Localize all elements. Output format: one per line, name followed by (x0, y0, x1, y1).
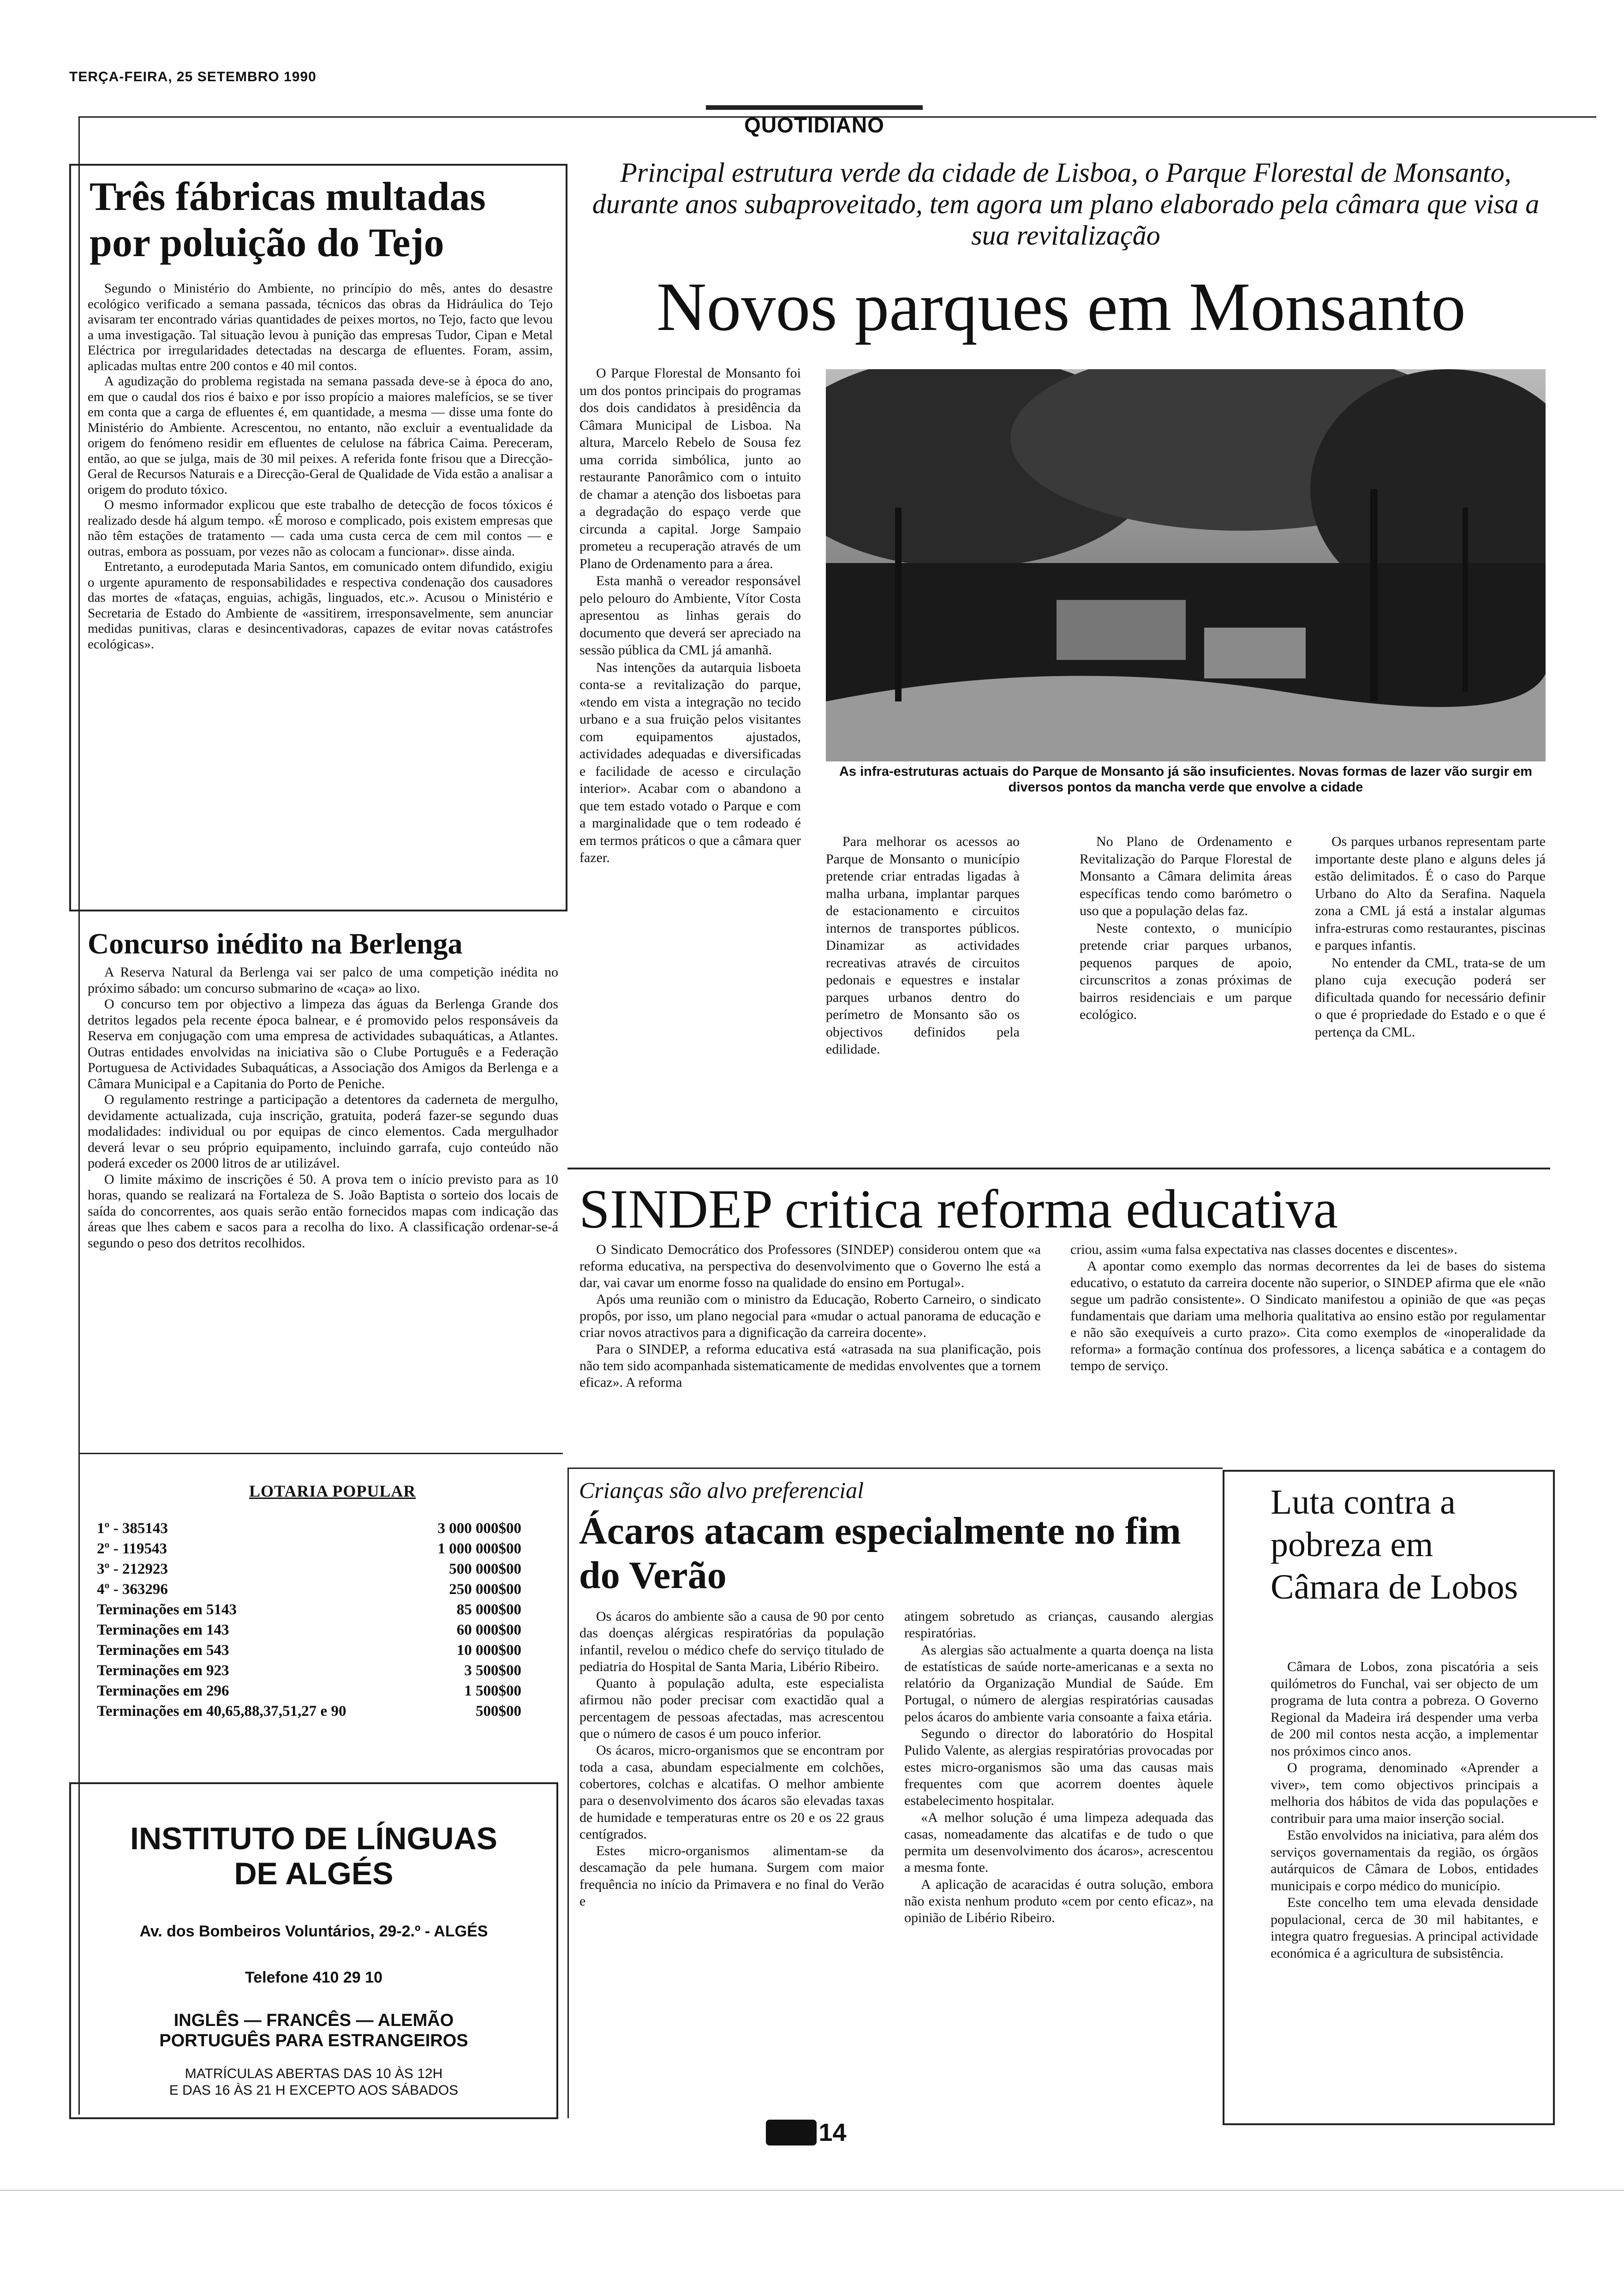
page-footer (766, 2118, 847, 2151)
section-bar (706, 105, 923, 110)
monsanto-paragraph: No Plano de Ordenamento e Revitalização do Parque Florestal de Monsanto a Câmara delimita áreas específicas tendo como barómetro o uso que a população delas faz. (1080, 834, 1292, 918)
acaros-paragraph: Quanto à população adulta, este especialista afirmou não poder precisar com exactidão qual a percentagem de pessoas afectadas, mas acrescentou que o número de casos é um pouco inferior. (579, 1676, 884, 1742)
berlenga-paragraph: A Reserva Natural da Berlenga vai ser palco de uma competição inédita no próximo sábado: um concurso submarino de «caça» ao lixo. (88, 965, 558, 996)
lotaria-row: 1º - 385143 3 000 000$00 (97, 1520, 521, 1537)
ad-phone: Telefone 410 29 10 (245, 1969, 382, 1986)
berlenga-paragraph: O limite máximo de inscrições é 50. A prova tem o início previsto para as 10 horas, quando se realizará na Fortaleza de S. João Baptista o sorteio dos locais de saída do concorrentes, aos quais serão então fornecidos mapas com indicação das áreas que lhes cabem e sacos para a recolha do lixo. A classificação ordenar-se-á segundo o peso dos detritos recolhidos. (88, 1171, 558, 1251)
sindep-col2 (1070, 1241, 1546, 1374)
acaros-col1 (579, 1608, 884, 1910)
scan-bottom-line (0, 2190, 1624, 2191)
sindep-paragraph: O Sindicato Democrático dos Professores (SINDEP) considerou ontem que «a reforma educativa, na perspectiva do desenvolvimento que o Governo lhe está a dar, vai cavar um enorme fosso na qualidade do ensino em Portugal». (579, 1242, 1041, 1290)
acaros-paragraph: Estes micro-organismos alimentam-se da descamação da pele humana. Surgem com maior frequência no início da Primavera e no final do Verão e (579, 1843, 884, 1909)
lotaria-row: 3º - 212923 500 000$00 (97, 1561, 521, 1577)
sindep-bottom-rule (567, 1468, 1223, 1469)
page-number: 14 (818, 2119, 847, 2146)
lotaria-table (97, 1518, 521, 1721)
monsanto-paragraph: Para melhorar os acessos ao Parque de Monsanto o município pretende criar entradas ligadas à malha urbana, implantar parques de estacionamento e circuitos internos de transportes públicos. Dinamizar as actividades recreativas através de circuitos pedonais e equestres e instalar parques urbanos dentro do perímetro de Monsanto são os objectivos definidos pela edilidade. (826, 834, 1020, 1057)
lotaria-row: 4º - 363296 250 000$00 (97, 1581, 521, 1598)
sindep-paragraph: Para o SINDEP, a reforma educativa está «atrasada na sua planificação, pois não tem sido acompanhada sistematicamente de medidas envolventes que a tornem eficaz». A reforma (579, 1342, 1041, 1390)
language-school-ad (69, 1782, 558, 2119)
berlenga-paragraph: O regulamento restringe a participação a detentores da caderneta de mergulho, devidamente actualizada, cuja inscrição, gratuita, poderá fazer-se segundo duas modalidades: individual ou por equipas de cinco elementos. Cada mergulhador deverá levar o seu próprio equipamento, incluindo garrafa, cujo conteúdo não poderá exceder os 2000 litros de ar utilizável. (88, 1092, 558, 1171)
sindep-paragraph: Após uma reunião com o ministro da Educação, Roberto Carneiro, o sindicato propôs, por isso, um plano negocial para «mudar o actual panorama de educação e criar novos atractivos para a dignificação da carreira docente». (579, 1292, 1041, 1340)
lotaria-title: LOTARIA POPULAR (249, 1482, 416, 1500)
pobreza-story-box (1223, 1470, 1555, 2125)
acaros-left-rule (567, 1468, 569, 2118)
monsanto-paragraph: Nas intenções da autarquia lisboeta conta-se a revitalização do parque, «tendo em vista a integração no tecido urbano e a sua fruição pelos visitantes com equipamentos ajustados, actividades adequadas e diversificadas e facilidade de acesso e circulação interior». Acabar com o abandono a que tem estado votado o Parque e com a marginalidade que o tem rodeado é em termos práticos o que a câmara quer fazer. (579, 659, 801, 865)
monsanto-paragraph: No entender da CML, trata-se de um plano cuja execução poderá ser dificultada quando for necessário definir o que é propriedade do Estado e o que é pertença da CML. (1315, 955, 1546, 1040)
tejo-body (88, 281, 553, 652)
tejo-paragraph: O mesmo informador explicou que este trabalho de detecção de focos tóxicos é realizado desde há algum tempo. «É moroso e complicado, pois existem empresas que não têm estações de tratamento — cada uma custa cerca de cem mil contos — e outras, embora as possuam, por vezes não as colocam a funcionar». disse ainda. (88, 497, 553, 559)
monsanto-paragraph: Neste contexto, o município pretende criar parques urbanos, pequenos parques de apoio, circunscritos a zonas próximas de bairros residenciais e um parque ecológico. (1080, 920, 1292, 1022)
acaros-col2 (904, 1608, 1213, 1927)
berlenga-headline: Concurso inédito na Berlenga (88, 927, 463, 960)
pobreza-paragraph: Estão envolvidos na iniciativa, para além dos serviços governamentais da região, os órgãos autárquicos de Câmara de Lobos, entidades municipais e corpo médico do município. (1271, 1828, 1538, 1894)
pobreza-headline: Luta contra a pobreza em Câmara de Lobos (1271, 1483, 1518, 1606)
acaros-paragraph: Os ácaros do ambiente são a causa de 90 por cento das doenças alérgicas respiratórias da população infantil, revelou o médico chefe do serviço titulado de pediatria do Hospital de Santa Maria, Libério Ribeiro. (579, 1609, 884, 1674)
acaros-paragraph: atingem sobretudo as crianças, causando alergias respiratórias. (904, 1609, 1213, 1641)
lotaria-row: Terminações em 296 1 500$00 (97, 1683, 521, 1699)
sindep-headline: SINDEP critica reforma educativa (579, 1178, 1338, 1240)
lotaria-row: Terminações em 5143 85 000$00 (97, 1601, 521, 1618)
monsanto-paragraph: Os parques urbanos representam parte importante deste plano e alguns deles já estão delimitados. É o caso do Parque Urbano do Alto da Serafina. Naquela zona a CML já está a instalar algumas infra-estruras como restaurantes, piscinas e parques infantis. (1315, 834, 1546, 953)
acaros-kicker: Crianças são alvo preferencial (579, 1477, 864, 1503)
tejo-paragraph: A agudização do problema registada na semana passada deve-se à época do ano, em que o caudal dos rios é baixo e por isso propício a maiores malefícios, se se tiver em conta que a carga de efluentes é, em quantidade, a mesma — disse uma fonte do Ministério do Ambiente. Acrescentou, no entanto, não excluir a eventualidade da origem do fenómeno residir em efluentes de celulose na fábrica Caima. Pereceram, então, ao que se julga, mais de 30 mil peixes. A referida fonte frisou que a Direcção-Geral de Recursos Naturais e a Direcção-Geral de Qualidade de Vida estão a analisar a origem do produto tóxico. (88, 374, 553, 497)
tejo-paragraph: Entretanto, a eurodeputada Maria Santos, em comunicado ontem difundido, exigiu o urgente apuramento de responsabilidades e respectiva condenação dos causadores das mortes de «fataças, enguias, achigãs, linguados, etc.». Acusou o Ministério e Secretaria de Estado do Ambiente de «assitirem, irresponsavelmente, sem anunciar medidas punitivas, claras e desincentivadoras, capazes de evitar novas catástrofes ecológicas». (88, 559, 553, 652)
monsanto-col4 (1315, 833, 1546, 1041)
acaros-paragraph: «A melhor solução é uma limpeza adequada das casas, nomeadamente das alcatifas e de tudo o que permita um desenvolvimento dos ácaros», acrescentou a mesma fonte. (904, 1810, 1213, 1876)
tejo-headline: Três fábricas multadas por poluição do Tejo (90, 174, 486, 265)
monsanto-kicker: Principal estrutura verde da cidade de Lisboa, o Parque Florestal de Monsanto, durante anos subaproveitado, tem agora um plano elaborado pela câmara que visa a sua revitalização (592, 157, 1540, 251)
ad-languages: INGLÊS — FRANCÊS — ALEMÃO PORTUGUÊS PARA ESTRANGEIROS (159, 2011, 468, 2050)
acaros-paragraph: Os ácaros, micro-organismos que se encontram por toda a casa, abundam especialmente em colchões, cobertores, colchas e alcatifas. O melhor ambiente para o desenvolvimento dos ácaros são elevadas taxas de humidade e temperaturas entre os 20 e os 22 graus centígrados. (579, 1743, 884, 1842)
monsanto-headline: Novos parques em Monsanto (657, 269, 1466, 345)
monsanto-photo-caption: As infra-estruturas actuais do Parque de Monsanto já são insuficientes. Novas formas de lazer vão surgir em diversos pontos da mancha verde que envolve a cidade (839, 764, 1532, 795)
section-title: QUOTIDIANO (744, 113, 884, 137)
lotaria-row: Terminações em 543 10 000$00 (97, 1642, 521, 1659)
pobreza-paragraph: Câmara de Lobos, zona piscatória a seis quilómetros do Funchal, vai ser objecto de um programa de luta contra a pobreza. O Governo Regional da Madeira irá despender uma verba de 200 mil contos nesta acção, a implementar nos próximos cinco anos. (1271, 1659, 1538, 1759)
page-date: TERÇA-FEIRA, 25 SETEMBRO 1990 (69, 69, 316, 84)
acaros-paragraph: As alergias são actualmente a quarta doença na lista de estatísticas de saúde norte-americanas e a sexta no relatório da Organização Mundial de Saúde. Em Portugal, o número de alergias respiratórias causadas pelos ácaros do ambiente varia consoante a faixa etária. (904, 1642, 1213, 1725)
lotaria-top-rule (78, 1453, 563, 1454)
sindep-paragraph: A apontar como exemplo das normas decorrentes da lei de bases do sistema educativo, o estatuto da carreira docente não superior, o SINDEP afirma que ele «não segue um padrão consistente». O Sindicato manifestou a opinião de que «as peças fundamentais que dariam uma melhoria qualitativa ao ensino estão por regulamentar e não são exequíveis a curto prazo». Cita como exemplos de «inoperalidade da reforma» a formação contínua dos professores, a licença sabática e a contagem do tempo de serviço. (1070, 1258, 1546, 1373)
tejo-story-box (69, 164, 567, 911)
ad-title: INSTITUTO DE LÍNGUAS DE ALGÉS (130, 1821, 497, 1891)
pobreza-paragraph: Este concelho tem uma elevada densidade populacional, cerca de 30 mil habitantes, e integra quatro freguesias. A principal actividade económica é a agricultura de subsistência. (1271, 1895, 1538, 1961)
monsanto-park-photo (826, 369, 1546, 761)
pobreza-paragraph: O programa, denominado «Aprender a viver», tem como objectivos principais a melhoria dos hábitos de vida das populações e contribuir para uma maior inserção social. (1271, 1760, 1538, 1826)
acaros-paragraph: Segundo o director do laboratório do Hospital Pulido Valente, as alergias respiratórias provocadas por estes micro-organismos são uma das causas mais frequentes com que acorrem doentes àquele estabelecimento hospitalar. (904, 1726, 1213, 1809)
newspaper-logo-mark (766, 2120, 817, 2145)
sindep-paragraph: criou, assim «uma falsa expectativa nas classes docentes e discentes». (1070, 1242, 1457, 1257)
tejo-paragraph: Segundo o Ministério do Ambiente, no princípio do mês, antes do desastre ecológico verificado a semana passada, técnicos das obras da Hidráulica do Tejo avisaram ter encontrado várias quantidades de peixes mortos, no Tejo, facto que levou a uma investigação. Tal situação levou à punição das empresas Tudor, Cipan e Metal Eléctrica por irregularidades detectadas na descarga de efluentes. Foram, assim, aplicadas multas entre 200 contos e 40 mil contos. (88, 281, 553, 373)
monsanto-paragraph: O Parque Florestal de Monsanto foi um dos pontos principais do programas dos dois candidatos à presidência da Câmara Municipal de Lisboa. Na altura, Marcelo Rebelo de Sousa fez uma corrida simbólica, junto ao restaurante Panorâmico com o intuito de chamar a atenção dos lisboetas para a degradação do espaço verde que circunda a capital. Jorge Sampaio prometeu a recuperação através de um Plano de Ordenamento para a área. (579, 366, 801, 571)
monsanto-col2 (826, 833, 1020, 1058)
lotaria-row: Terminações em 40,65,88,37,51,27 e 90 500$00 (97, 1703, 521, 1720)
berlenga-body (88, 965, 558, 1251)
acaros-headline: Ácaros atacam especialmente no fim do Verão (579, 1510, 1181, 1597)
monsanto-bottom-rule (567, 1168, 1550, 1169)
berlenga-paragraph: O concurso tem por objectivo a limpeza das águas da Berlenga Grande dos detritos legados pela recente época balnear, e é promovido pelos responsáveis da Reserva em conjugação com uma empresa de actividades subaquáticas, a Atlantes. Outras entidades envolvidas na iniciativa são o Clube Português e a Federação Portuguesa de Actividades Subaquáticas, a Associação dos Amigos da Berlenga e a Câmara Municipal e a Capitania do Porto de Peniche. (88, 996, 558, 1091)
monsanto-col1 (579, 365, 801, 867)
lotaria-row: Terminações em 923 3 500$00 (97, 1662, 521, 1679)
acaros-paragraph: A aplicação de acaracidas é outra solução, embora não exista nenhum produto «cem por cento eficaz», na opinião de Libério Ribeiro. (904, 1876, 1213, 1926)
sindep-col1 (579, 1241, 1041, 1391)
ad-hours: MATRÍCULAS ABERTAS DAS 10 ÀS 12H E DAS 16 ÀS 21 H EXCEPTO AOS SÁBADOS (169, 2066, 459, 2098)
lotaria-row: 2º - 119543 1 000 000$00 (97, 1540, 521, 1557)
monsanto-paragraph: Esta manhã o vereador responsável pelo pelouro do Ambiente, Vítor Costa apresentou as linhas gerais do documento que deverá ser apreciado na sessão pública da CML já amanhã. (579, 573, 801, 658)
monsanto-col3 (1080, 833, 1292, 1024)
lotaria-row: Terminações em 143 60 000$00 (97, 1622, 521, 1638)
pobreza-body (1271, 1659, 1538, 1962)
ad-address: Av. dos Bombeiros Voluntários, 29-2.º - ALGÉS (139, 1923, 488, 1940)
forest-photo-illustration (826, 369, 1546, 761)
